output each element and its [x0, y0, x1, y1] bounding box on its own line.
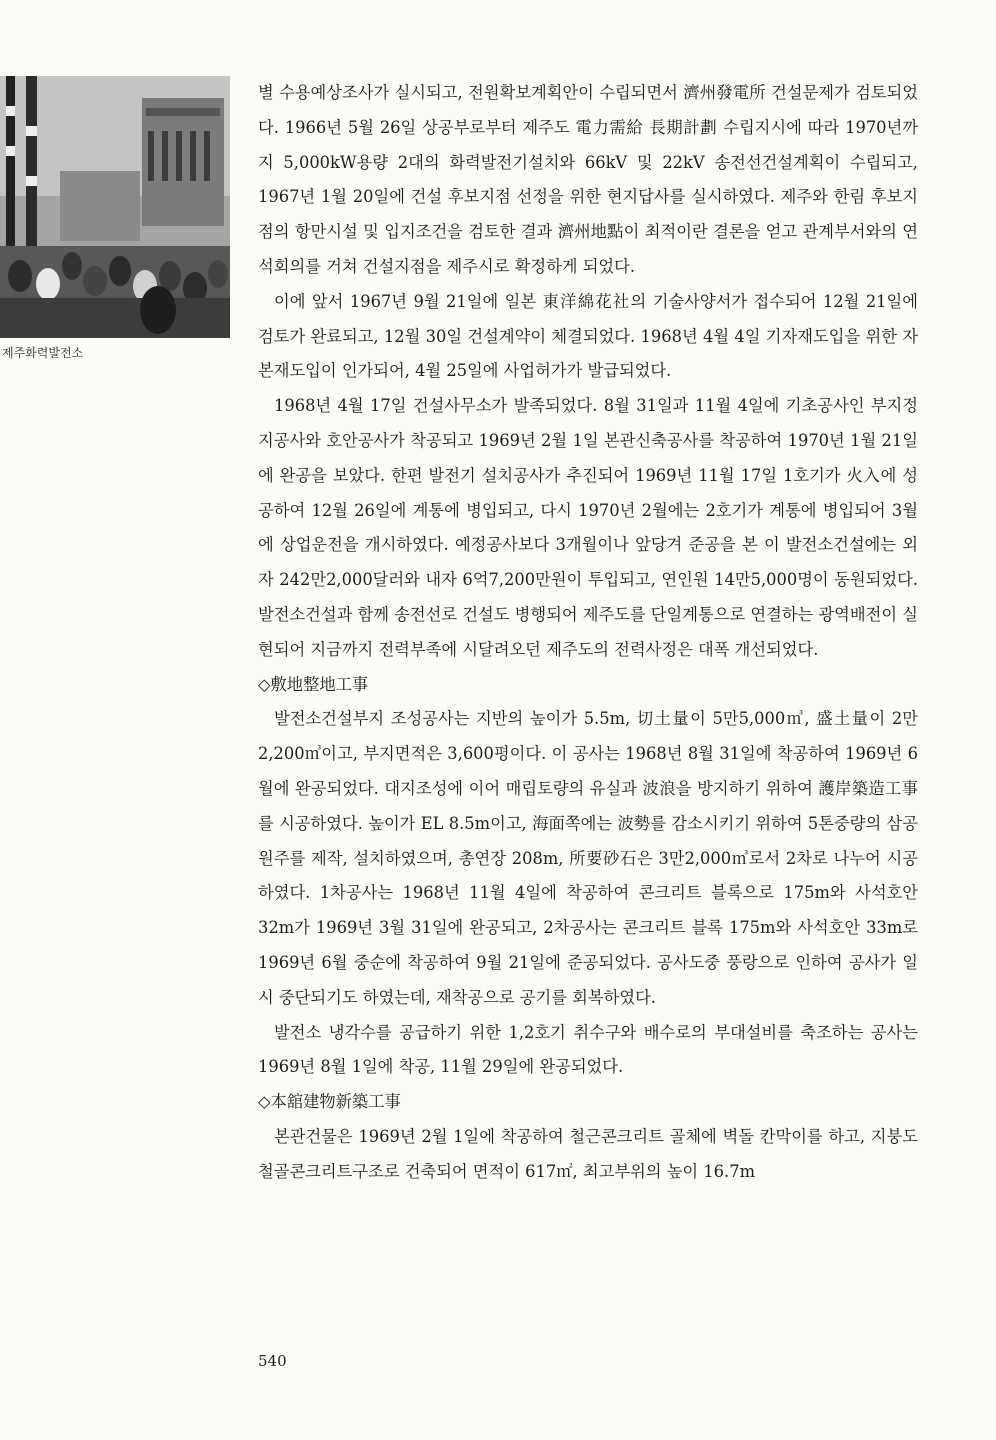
- power-plant-photo: [0, 76, 230, 338]
- section-heading: ◇本舘建物新築工事: [258, 1092, 401, 1112]
- paragraph: 별 수용예상조사가 실시되고, 전원확보계획안이 수립되면서 濟州發電所 건설문제가 검토되었다. 1966년 5월 26일 상공부로부터 제주도 電力需給 長期計劃 수립지시에 따라 1970년까지 5,000kW용량 2대의 화력발전기설치와 66kV 및 22kV 송전선건설계획이 수립되고, 1967년 1월 20일에 건설 후보지점 선정을 위한 현지답사를 실시하였다. 제주와 한림 후보지점의 항만시설 및 입지조건을 검토한 결과 濟州地點이 최적이란 결론을 얻고 관계부서와의 연석회의를 거쳐 건설지점을 제주시로 확정하게 되었다.: [258, 83, 918, 276]
- paragraph: 발전소건설부지 조성공사는 지반의 높이가 5.5m, 切土量이 5만5,000㎥, 盛土量이 2만2,200㎥이고, 부지면적은 3,600평이다. 이 공사는 1968년 8월 31일에 착공하여 1969년 6월에 완공되었다. 대지조성에 이어 매립토량의 유실과 波浪을 방지하기 위하여 護岸築造工事를 시공하였다. 높이가 EL 8.5m이고, 海面쪽에는 波勢를 감소시키기 위하여 5톤중량의 삼공원주를 제작, 설치하였으며, 총연장 208m, 所要砂石은 3만2,000㎥로서 2차로 나누어 시공하였다. 1차공사는 1968년 11월 4일에 착공하여 콘크리트 블록으로 175m와 사석호안 32m가 1969년 3월 31일에 완공되고, 2차공사는 콘크리트 블록 175m와 사석호안 33m로 1969년 6월 중순에 착공하여 9월 21일에 준공되었다. 공사도중 풍랑으로 인하여 공사가 일시 중단되기도 하였는데, 재착공으로 공기를 회복하였다.: [258, 709, 918, 1007]
- paragraph: 본관건물은 1969년 2월 1일에 착공하여 철근콘크리트 골체에 벽돌 칸막이를 하고, 지붕도 철골콘크리트구조로 건축되어 면적이 617㎡, 최고부위의 높이 16.7m: [258, 1126, 918, 1181]
- body-text: [258, 76, 918, 1190]
- paragraph: 1968년 4월 17일 건설사무소가 발족되었다. 8월 31일과 11월 4일에 기초공사인 부지정지공사와 호안공사가 착공되고 1969년 2월 1일 본관신축공사를 착공하여 1970년 1월 21일에 완공을 보았다. 한편 발전기 설치공사가 추진되어 1969년 11월 17일 1호기가 火入에 성공하여 12월 26일에 계통에 병입되고, 다시 1970년 2월에는 2호기가 계통에 병입되어 3월에 상업운전을 개시하였다. 예정공사보다 3개월이나 앞당겨 준공을 본 이 발전소건설에는 외자 242만2,000달러와 내자 6억7,200만원이 투입되고, 연인원 14만5,000명이 동원되었다. 발전소건설과 함께 송전선로 건설도 병행되어 제주도를 단일계통으로 연결하는 광역배전이 실현되어 지금까지 전력부족에 시달려오던 제주도의 전력사정은 대폭 개선되었다.: [258, 396, 918, 659]
- photo-caption: 제주화력발전소: [2, 346, 84, 360]
- page-number: 540: [258, 1352, 287, 1370]
- paragraph: 발전소 냉각수를 공급하기 위한 1,2호기 취수구와 배수로의 부대설비를 축조하는 공사는 1969년 8월 1일에 착공, 11월 29일에 완공되었다.: [258, 1022, 918, 1077]
- section-heading: ◇敷地整地工事: [258, 674, 369, 694]
- paragraph: 이에 앞서 1967년 9월 21일에 일본 東洋綿花社의 기술사양서가 접수되어 12월 21일에 검토가 완료되고, 12월 30일 건설계약이 체결되었다. 1968년 4월 4일 기자재도입을 위한 자본재도입이 인가되어, 4월 25일에 사업허가가 발급되었다.: [258, 291, 918, 381]
